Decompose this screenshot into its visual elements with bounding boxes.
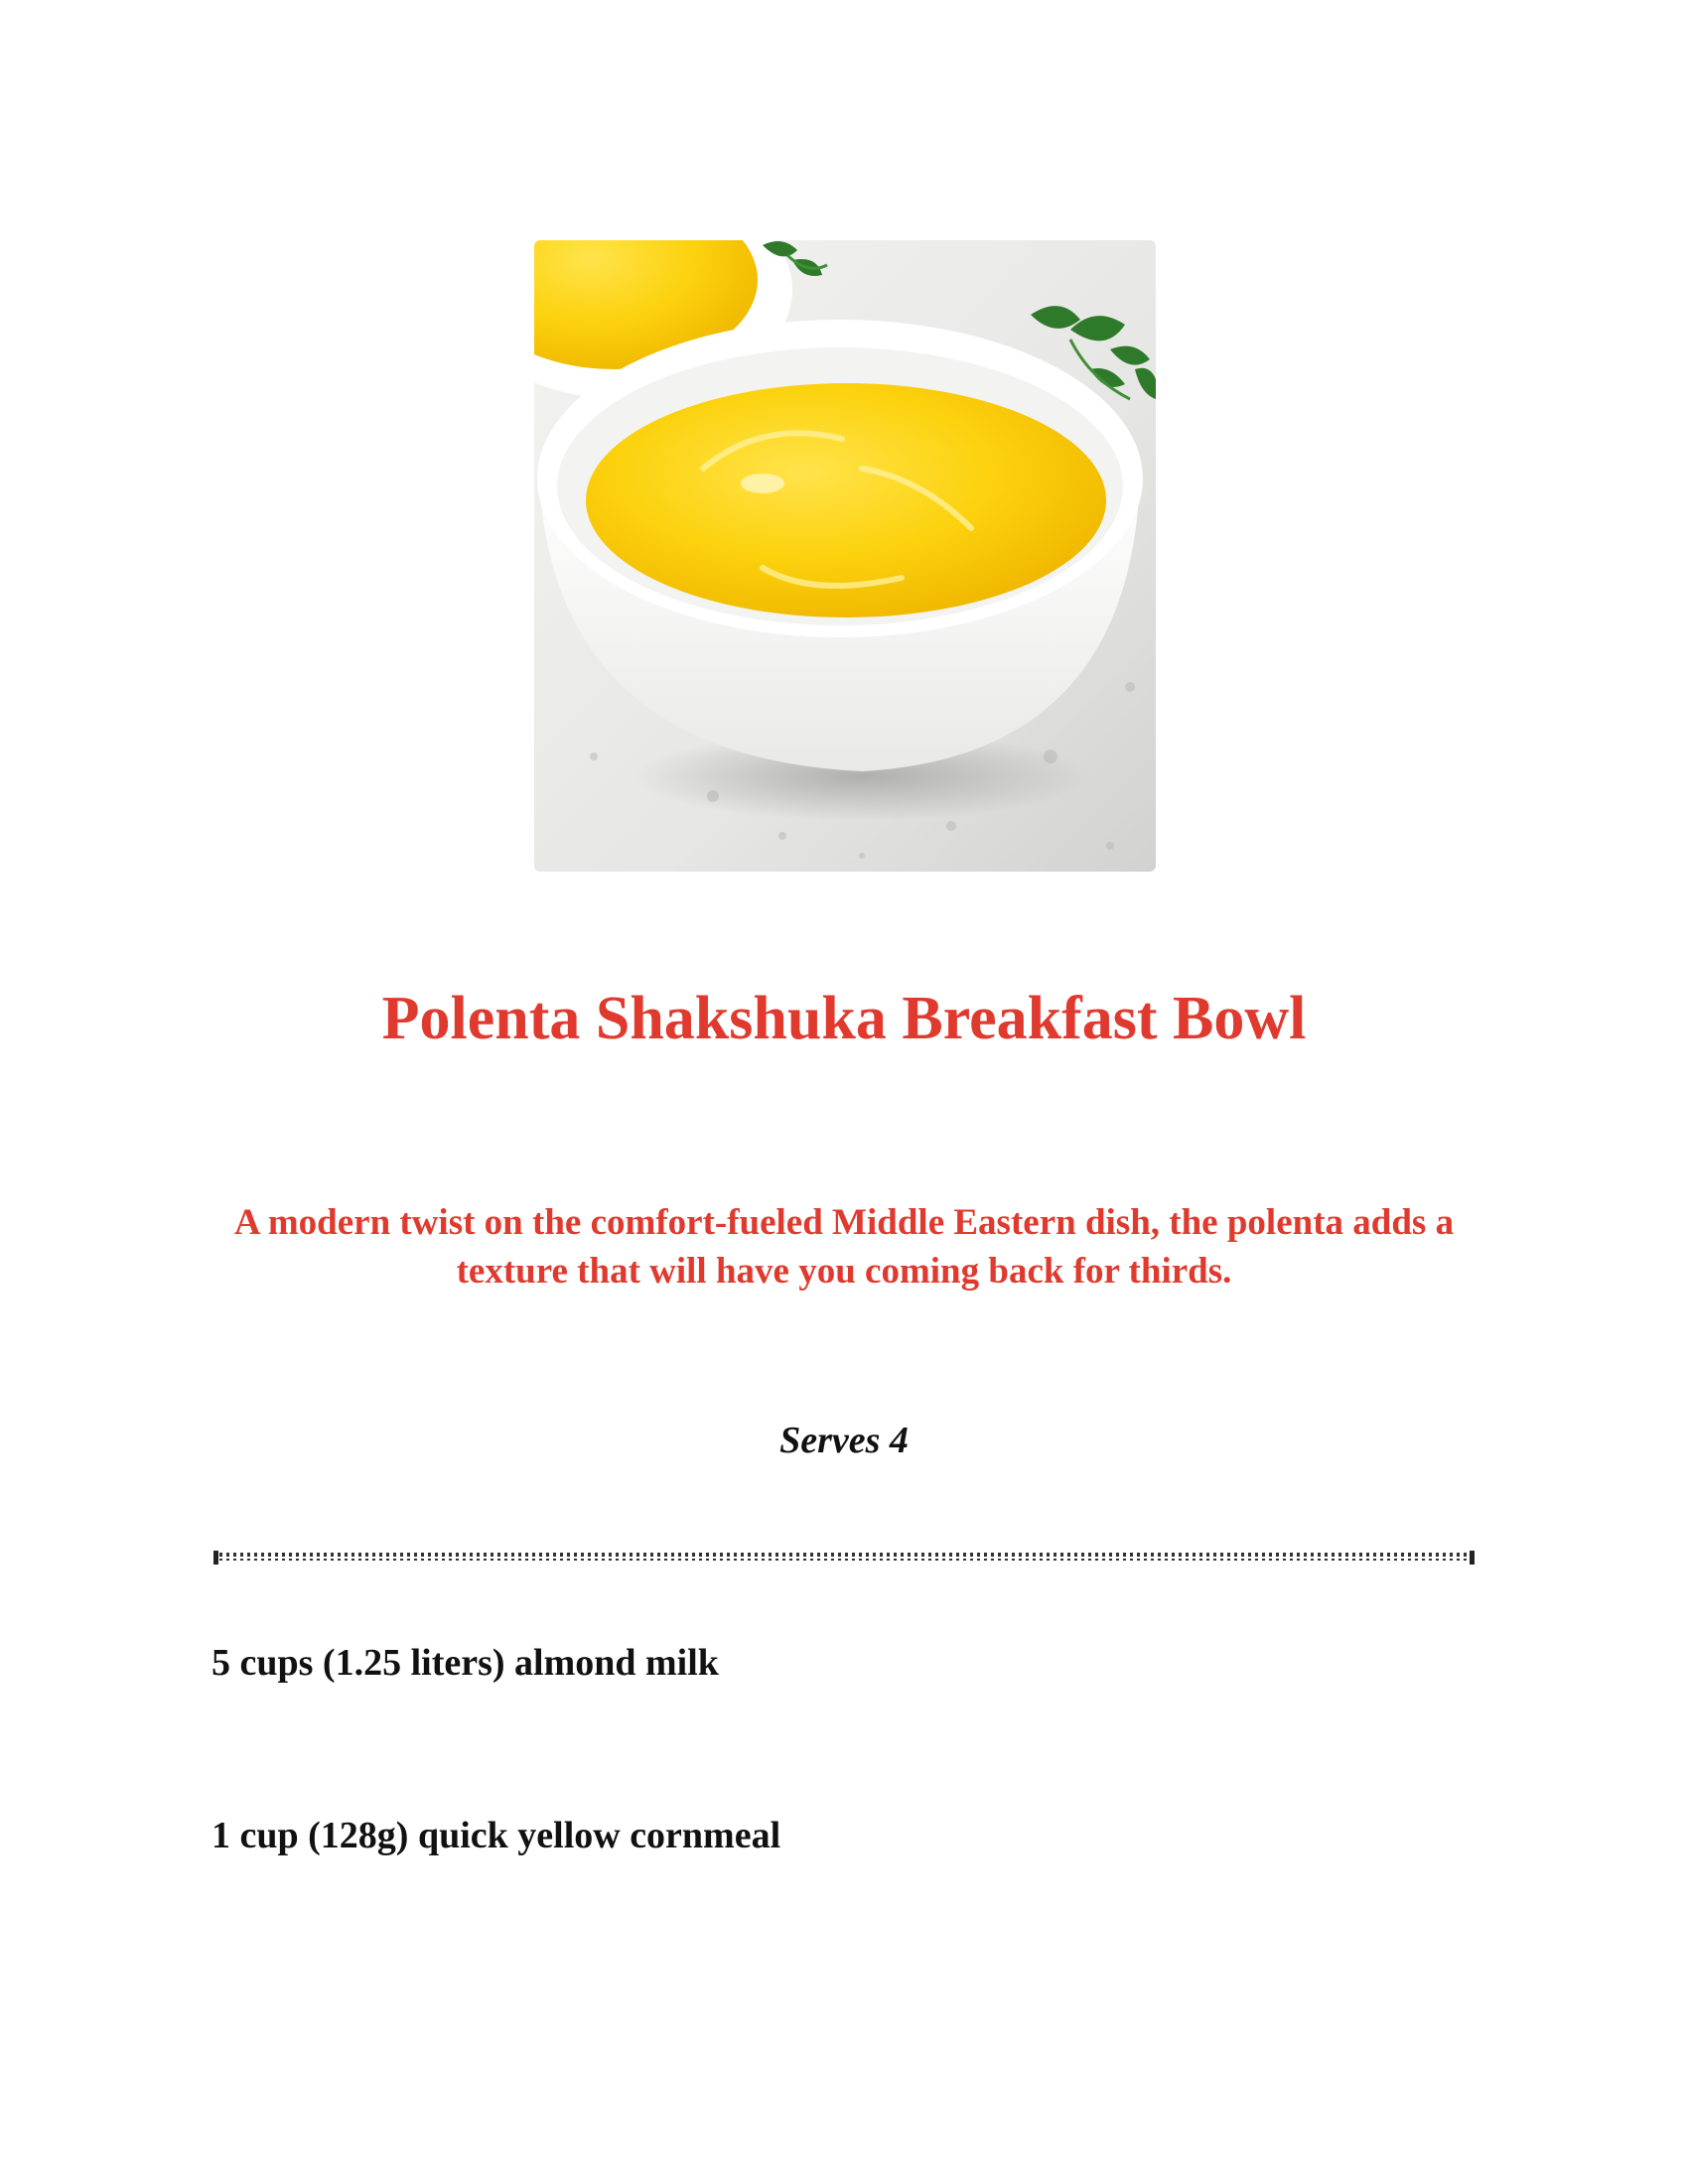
polenta-bowl-illustration xyxy=(534,240,1156,872)
recipe-subtitle: A modern twist on the comfort-fueled Middle Eastern dish, the polenta adds a texture that will have you coming back for thirds. xyxy=(233,1202,1455,1292)
serves-label: Serves 4 xyxy=(779,1420,909,1461)
recipe-photo xyxy=(534,240,1156,872)
ingredient-item: 5 cups (1.25 liters) almond milk xyxy=(211,1642,719,1684)
recipe-title: Polenta Shakshuka Breakfast Bowl xyxy=(381,985,1307,1052)
dotted-divider xyxy=(213,1549,1475,1565)
ingredient-item: 1 cup (128g) quick yellow cornmeal xyxy=(211,1815,781,1856)
